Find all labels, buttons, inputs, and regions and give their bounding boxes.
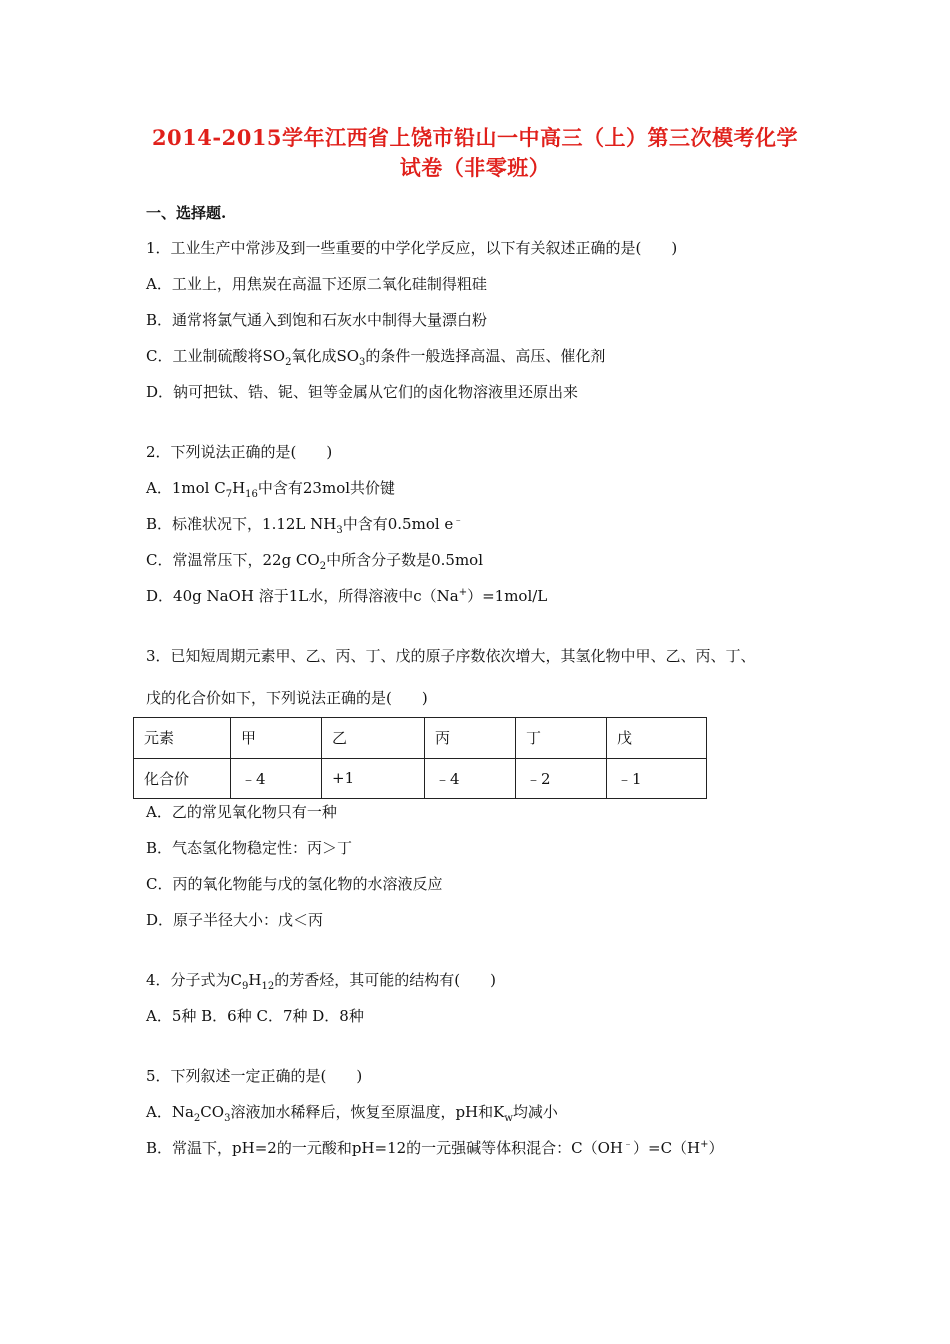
table-cell: ﹣4 — [425, 758, 516, 799]
table-cell: 元素 — [134, 718, 231, 759]
page-title: 2014-2015学年江西省上饶市铅山一中高三（上）第三次模考化学 — [151, 125, 799, 150]
q1-option-a: A．工业上，用焦炭在高温下还原二氧化硅制得粗硅 — [146, 275, 487, 293]
page-subtitle: 试卷（非零班） — [399, 155, 551, 180]
table-cell: 戊 — [607, 718, 707, 759]
table-row — [134, 758, 707, 799]
table-cell: 乙 — [322, 718, 425, 759]
table-cell: 丙 — [425, 718, 516, 759]
q1-option-b: B．通常将氯气通入到饱和石灰水中制得大量漂白粉 — [146, 311, 488, 329]
q3-option-d: D．原子半径大小：戊＜丙 — [146, 911, 324, 929]
q2-stem: 2．下列说法正确的是( ) — [146, 443, 333, 461]
q2-option-a: A．1mol $C_7H_{16}$中含有23mol共价键 — [146, 479, 396, 500]
q2-option-c: C．常温常压下，22g $CO_2$中所含分子数是0.5mol — [146, 551, 484, 572]
q5-stem: 5．下列叙述一定正确的是( ) — [146, 1067, 363, 1085]
q5-option-a: A．$Na_2CO_3$溶液加水稀释后，恢复至原温度，pH和$K_w$均减小 — [146, 1103, 558, 1124]
table-cell: ﹣2 — [516, 758, 607, 799]
q5-option-b: B．常温下，pH=2的一元酸和pH=12的一元强碱等体积混合：C（OH﹣）=C（H+） — [146, 1139, 724, 1157]
table-cell: 丁 — [516, 718, 607, 759]
section-heading: 一、选择题. — [146, 204, 227, 222]
q4-stem: 4．分子式为$C_9H_{12}$的芳香烃，其可能的结构有( ) — [146, 971, 496, 992]
q3-option-a: A．乙的常见氧化物只有一种 — [146, 803, 337, 821]
q2-option-b: B．标准状况下，1.12L $NH_3$中含有0.5mol e﹣ — [146, 515, 464, 536]
q1-option-d: D．钠可把钛、锆、铌、钽等金属从它们的卤化物溶液里还原出来 — [146, 383, 579, 401]
table-cell: ﹣4 — [231, 758, 322, 799]
q1-stem: 1．工业生产中常涉及到一些重要的中学化学反应，以下有关叙述正确的是( ) — [146, 239, 678, 257]
table-cell: ﹣1 — [607, 758, 707, 799]
table-cell: 甲 — [231, 718, 322, 759]
table-cell: 化合价 — [134, 758, 231, 799]
q1-option-c: C．工业制硫酸将$SO_2$氧化成$SO_3$的条件一般选择高温、高压、催化剂 — [146, 347, 606, 368]
table-cell: +1 — [322, 758, 425, 799]
q2-option-d: D．40g NaOH 溶于1L水，所得溶液中c（Na+）=1mol/L — [146, 587, 548, 605]
q3-stem-line2: 戊的化合价如下，下列说法正确的是( ) — [146, 689, 428, 707]
q3-option-c: C．丙的氧化物能与戊的氢化物的水溶液反应 — [146, 875, 443, 893]
q3-stem-line1: 3．已知短周期元素甲、乙、丙、丁、戊的原子序数依次增大，其氢化物中甲、乙、丙、丁、 — [146, 647, 756, 665]
q3-option-b: B．气态氢化物稳定性：丙＞丁 — [146, 839, 353, 857]
table-row — [134, 718, 707, 759]
valence-table — [133, 717, 707, 799]
q4-options: A．5种 B．6种 C．7种 D．8种 — [146, 1007, 364, 1025]
